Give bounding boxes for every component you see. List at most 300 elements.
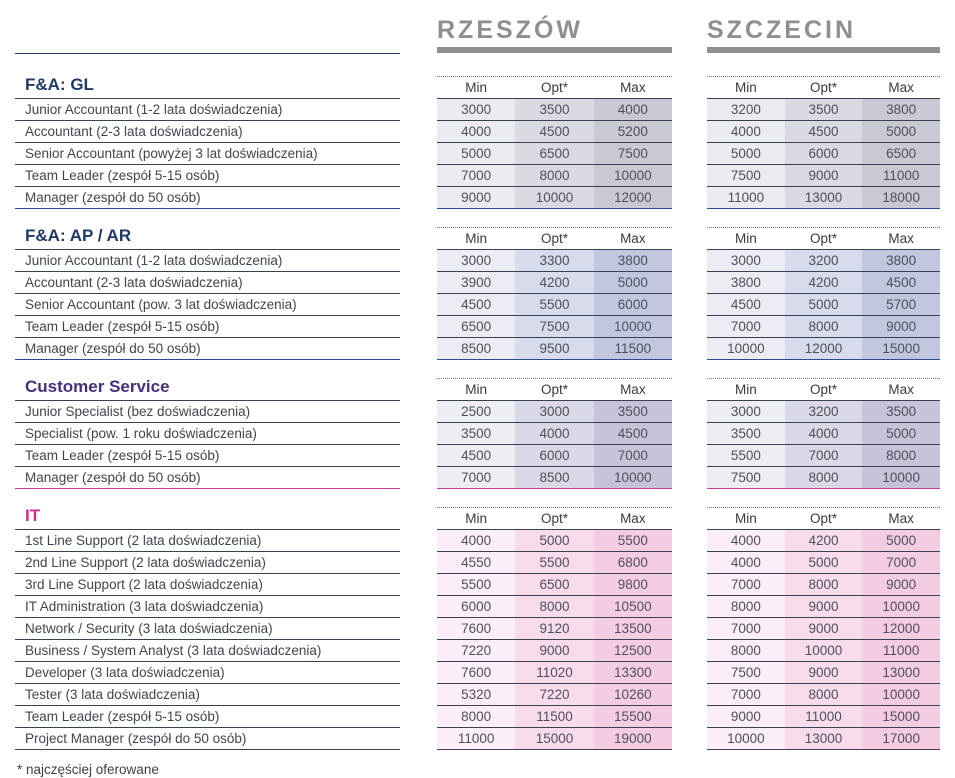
rzeszow-salary-cells xyxy=(437,316,672,338)
city-block-rzeszow xyxy=(437,16,672,53)
job-title-label: Senior Accountant (pow. 3 lat doświadczenia) xyxy=(15,294,400,316)
salary-cell-max: 13300 xyxy=(594,662,672,684)
column-header: Min xyxy=(465,511,488,526)
job-title-label: Accountant (2-3 lata doświadczenia) xyxy=(15,272,400,294)
szczecin-salary-cells xyxy=(707,574,940,596)
salary-cell-max: 4500 xyxy=(862,272,940,294)
job-title-label: Project Manager (zespół do 50 osób) xyxy=(15,728,400,750)
salary-cell-opt: 5500 xyxy=(515,294,593,316)
salary-cell-opt: 8000 xyxy=(515,596,593,618)
salary-cell-min: 7000 xyxy=(707,574,785,596)
column-header: Opt* xyxy=(540,231,568,246)
salary-cell-opt: 8000 xyxy=(785,684,863,706)
job-title-label: Team Leader (zespół 5-15 osób) xyxy=(15,706,400,728)
rzeszow-salary-cells xyxy=(437,706,672,728)
salary-cell-min: 8000 xyxy=(437,706,515,728)
column-header: Min xyxy=(734,511,757,526)
rzeszow-salary-cells xyxy=(437,99,672,121)
salary-cell-opt: 4000 xyxy=(515,423,593,445)
table-row xyxy=(15,552,940,574)
job-title-label: Senior Accountant (powyżej 3 lat doświadczenia) xyxy=(15,143,400,165)
rzeszow-salary-cells xyxy=(437,250,672,272)
salary-cell-min: 9000 xyxy=(707,706,785,728)
column-gap xyxy=(672,530,707,552)
section xyxy=(15,209,940,360)
salary-cell-min: 7600 xyxy=(437,662,515,684)
column-gap xyxy=(672,250,707,272)
salary-cell-min: 7500 xyxy=(707,467,785,489)
column-gap xyxy=(672,596,707,618)
salary-cell-max: 17000 xyxy=(862,728,940,750)
salary-cell-min: 10000 xyxy=(707,338,785,360)
salary-cell-min: 7000 xyxy=(707,684,785,706)
rzeszow-salary-cells xyxy=(437,596,672,618)
job-title-label: Manager (zespół do 50 osób) xyxy=(15,187,400,209)
salary-cell-max: 9000 xyxy=(862,316,940,338)
salary-cell-opt: 9000 xyxy=(785,662,863,684)
table-row xyxy=(15,294,940,316)
szczecin-salary-cells xyxy=(707,272,940,294)
column-gap xyxy=(672,640,707,662)
job-title-label: Team Leader (zespół 5-15 osób) xyxy=(15,445,400,467)
salary-cell-min: 3200 xyxy=(707,99,785,121)
salary-cell-max: 19000 xyxy=(594,728,672,750)
salary-cell-min: 4000 xyxy=(707,552,785,574)
column-header: Opt* xyxy=(810,511,838,526)
szczecin-column-headers xyxy=(707,378,940,401)
salary-cell-min: 4000 xyxy=(707,530,785,552)
salary-cell-opt: 3500 xyxy=(785,99,863,121)
column-gap xyxy=(672,121,707,143)
salary-cell-max: 3800 xyxy=(594,250,672,272)
column-header: Max xyxy=(620,80,646,95)
column-gap xyxy=(400,401,437,423)
szczecin-salary-cells xyxy=(707,294,940,316)
column-gap xyxy=(672,706,707,728)
salary-cell-min: 7220 xyxy=(437,640,515,662)
salary-cell-max: 12000 xyxy=(862,618,940,640)
salary-cell-max: 12000 xyxy=(594,187,672,209)
job-title-label: 1st Line Support (2 lata doświadczenia) xyxy=(15,530,400,552)
column-gap xyxy=(400,423,437,445)
salary-cell-min: 7000 xyxy=(707,618,785,640)
salary-cell-opt: 9000 xyxy=(785,165,863,187)
job-title-label: 3rd Line Support (2 lata doświadczenia) xyxy=(15,574,400,596)
salary-cell-max: 6000 xyxy=(594,294,672,316)
job-title-label: 2nd Line Support (2 lata doświadczenia) xyxy=(15,552,400,574)
city-title-underline xyxy=(707,47,940,53)
table-row xyxy=(15,574,940,596)
column-gap xyxy=(400,316,437,338)
szczecin-column-headers xyxy=(707,76,940,99)
szczecin-salary-cells xyxy=(707,165,940,187)
job-title-label: Accountant (2-3 lata doświadczenia) xyxy=(15,121,400,143)
column-gap xyxy=(400,640,437,662)
column-header: Max xyxy=(620,231,646,246)
salary-cell-opt: 10000 xyxy=(785,640,863,662)
salary-cell-min: 5000 xyxy=(707,143,785,165)
column-gap xyxy=(400,618,437,640)
section xyxy=(15,53,940,209)
salary-cell-opt: 3300 xyxy=(515,250,593,272)
job-title-label: Business / System Analyst (3 lata doświadczenia) xyxy=(15,640,400,662)
column-header: Min xyxy=(465,231,488,246)
salary-cell-min: 10000 xyxy=(707,728,785,750)
salary-cell-min: 8000 xyxy=(707,640,785,662)
city-title-underline xyxy=(437,47,672,53)
salary-cell-max: 15000 xyxy=(862,706,940,728)
column-gap xyxy=(672,552,707,574)
column-header: Opt* xyxy=(540,80,568,95)
szczecin-salary-cells xyxy=(707,662,940,684)
szczecin-salary-cells xyxy=(707,684,940,706)
rzeszow-salary-cells xyxy=(437,272,672,294)
section-title: Customer Service xyxy=(25,377,170,396)
salary-cell-min: 6000 xyxy=(437,596,515,618)
salary-cell-max: 3500 xyxy=(594,401,672,423)
column-gap xyxy=(672,316,707,338)
salary-cell-max: 9800 xyxy=(594,574,672,596)
column-header: Min xyxy=(734,231,757,246)
section-title: F&A: AP / AR xyxy=(25,226,132,245)
rzeszow-salary-cells xyxy=(437,552,672,574)
column-gap xyxy=(400,728,437,750)
table-row xyxy=(15,530,940,552)
salary-cell-max: 15500 xyxy=(594,706,672,728)
column-header: Opt* xyxy=(540,382,568,397)
column-header: Min xyxy=(734,382,757,397)
salary-cell-min: 4000 xyxy=(437,530,515,552)
rzeszow-column-headers xyxy=(437,378,672,401)
column-header: Min xyxy=(734,80,757,95)
salary-cell-min: 5500 xyxy=(437,574,515,596)
salary-cell-opt: 5500 xyxy=(515,552,593,574)
salary-cell-min: 7000 xyxy=(707,316,785,338)
salary-cell-min: 3000 xyxy=(707,250,785,272)
salary-cell-max: 13500 xyxy=(594,618,672,640)
szczecin-salary-cells xyxy=(707,187,940,209)
rzeszow-column-headers xyxy=(437,76,672,99)
city-block-szczecin xyxy=(707,16,940,53)
table-row xyxy=(15,596,940,618)
salary-cell-opt: 8500 xyxy=(515,467,593,489)
job-title-label: Manager (zespół do 50 osób) xyxy=(15,467,400,489)
szczecin-salary-cells xyxy=(707,250,940,272)
salary-cell-max: 5000 xyxy=(862,423,940,445)
column-header: Opt* xyxy=(810,231,838,246)
column-gap xyxy=(672,445,707,467)
salary-cell-min: 7500 xyxy=(707,662,785,684)
salary-cell-max: 5700 xyxy=(862,294,940,316)
table-row xyxy=(15,728,940,750)
column-header: Max xyxy=(888,80,914,95)
section-title: F&A: GL xyxy=(25,75,94,94)
salary-cell-max: 6500 xyxy=(862,143,940,165)
column-gap xyxy=(400,706,437,728)
rzeszow-salary-cells xyxy=(437,574,672,596)
column-header: Max xyxy=(888,231,914,246)
column-gap xyxy=(400,187,437,209)
salary-cell-min: 11000 xyxy=(437,728,515,750)
column-header: Max xyxy=(888,511,914,526)
szczecin-column-headers xyxy=(707,507,940,530)
column-gap xyxy=(400,445,437,467)
szczecin-salary-cells xyxy=(707,618,940,640)
rzeszow-salary-cells xyxy=(437,165,672,187)
column-gap xyxy=(672,143,707,165)
section-title-cell xyxy=(15,209,400,250)
rzeszow-salary-cells xyxy=(437,143,672,165)
salary-cell-min: 5500 xyxy=(707,445,785,467)
salary-cell-opt: 5000 xyxy=(785,552,863,574)
column-gap xyxy=(400,250,437,272)
salary-cell-max: 3500 xyxy=(862,401,940,423)
szczecin-salary-cells xyxy=(707,552,940,574)
salary-cell-max: 7000 xyxy=(594,445,672,467)
section-title-cell xyxy=(15,489,400,530)
column-gap xyxy=(672,684,707,706)
salary-cell-opt: 12000 xyxy=(785,338,863,360)
salary-cell-opt: 9120 xyxy=(515,618,593,640)
column-gap xyxy=(672,728,707,750)
column-header: Min xyxy=(465,80,488,95)
column-gap xyxy=(400,684,437,706)
city-title-rzeszow: RZESZÓW xyxy=(437,16,583,44)
column-gap xyxy=(400,596,437,618)
table-row xyxy=(15,316,940,338)
salary-cell-min: 6500 xyxy=(437,316,515,338)
column-gap xyxy=(400,467,437,489)
salary-cell-min: 4000 xyxy=(707,121,785,143)
salary-cell-max: 3800 xyxy=(862,250,940,272)
section-title-cell xyxy=(15,360,400,401)
section-header-row xyxy=(15,360,940,401)
salary-cell-opt: 13000 xyxy=(785,187,863,209)
salary-cell-opt: 7500 xyxy=(515,316,593,338)
column-header: Opt* xyxy=(540,511,568,526)
rzeszow-salary-cells xyxy=(437,640,672,662)
szczecin-salary-cells xyxy=(707,596,940,618)
salary-cell-min: 5000 xyxy=(437,143,515,165)
column-gap xyxy=(672,338,707,360)
salary-cell-min: 9000 xyxy=(437,187,515,209)
table-row xyxy=(15,445,940,467)
salary-cell-max: 11000 xyxy=(862,640,940,662)
column-gap xyxy=(400,99,437,121)
column-gap xyxy=(400,530,437,552)
salary-cell-max: 10000 xyxy=(862,467,940,489)
szczecin-salary-cells xyxy=(707,445,940,467)
rzeszow-salary-cells xyxy=(437,530,672,552)
salary-cell-opt: 8000 xyxy=(785,574,863,596)
job-title-label: Manager (zespół do 50 osób) xyxy=(15,338,400,360)
salary-cell-max: 15000 xyxy=(862,338,940,360)
salary-cell-max: 5500 xyxy=(594,530,672,552)
szczecin-salary-cells xyxy=(707,728,940,750)
salary-cell-min: 4500 xyxy=(707,294,785,316)
rzeszow-column-headers xyxy=(437,227,672,250)
salary-cell-opt: 4500 xyxy=(785,121,863,143)
job-title-label: Tester (3 lata doświadczenia) xyxy=(15,684,400,706)
szczecin-column-headers xyxy=(707,227,940,250)
szczecin-salary-cells xyxy=(707,316,940,338)
rzeszow-salary-cells xyxy=(437,618,672,640)
salary-cell-min: 4550 xyxy=(437,552,515,574)
salary-cell-max: 3800 xyxy=(862,99,940,121)
salary-cell-min: 3000 xyxy=(437,99,515,121)
table-row xyxy=(15,423,940,445)
job-title-label: Junior Specialist (bez doświadczenia) xyxy=(15,401,400,423)
salary-cell-min: 3000 xyxy=(437,250,515,272)
salary-cell-opt: 4000 xyxy=(785,423,863,445)
rzeszow-salary-cells xyxy=(437,684,672,706)
salary-cell-max: 7000 xyxy=(862,552,940,574)
salary-cell-opt: 9500 xyxy=(515,338,593,360)
column-header: Max xyxy=(620,382,646,397)
section-header-row xyxy=(15,209,940,250)
salary-cell-max: 10000 xyxy=(594,165,672,187)
salary-cell-opt: 4200 xyxy=(785,272,863,294)
salary-cell-opt: 6500 xyxy=(515,574,593,596)
salary-cell-min: 3500 xyxy=(707,423,785,445)
column-gap xyxy=(672,294,707,316)
salary-cell-opt: 4200 xyxy=(515,272,593,294)
salary-cell-max: 11000 xyxy=(862,165,940,187)
salary-cell-max: 12500 xyxy=(594,640,672,662)
szczecin-salary-cells xyxy=(707,143,940,165)
salary-cell-max: 5000 xyxy=(594,272,672,294)
table-row xyxy=(15,662,940,684)
table-row xyxy=(15,187,940,209)
rzeszow-salary-cells xyxy=(437,728,672,750)
szczecin-salary-cells xyxy=(707,530,940,552)
salary-cell-opt: 15000 xyxy=(515,728,593,750)
salary-cell-opt: 6000 xyxy=(785,143,863,165)
salary-cell-min: 7000 xyxy=(437,165,515,187)
table-row xyxy=(15,272,940,294)
salary-cell-min: 4500 xyxy=(437,445,515,467)
salary-cell-opt: 9000 xyxy=(785,618,863,640)
sections xyxy=(15,53,940,750)
city-title-szczecin: SZCZECIN xyxy=(707,16,856,44)
salary-cell-min: 2500 xyxy=(437,401,515,423)
column-gap xyxy=(400,272,437,294)
salary-cell-opt: 11000 xyxy=(785,706,863,728)
salary-cell-min: 8000 xyxy=(707,596,785,618)
column-gap xyxy=(672,423,707,445)
salary-cell-max: 13000 xyxy=(862,662,940,684)
section-header-row xyxy=(15,53,940,99)
table-row xyxy=(15,401,940,423)
table-row xyxy=(15,143,940,165)
salary-cell-max: 10000 xyxy=(594,467,672,489)
salary-cell-opt: 4500 xyxy=(515,121,593,143)
salary-cell-opt: 7220 xyxy=(515,684,593,706)
szczecin-salary-cells xyxy=(707,706,940,728)
column-gap xyxy=(400,552,437,574)
szczecin-salary-cells xyxy=(707,121,940,143)
table-row xyxy=(15,706,940,728)
salary-cell-opt: 3200 xyxy=(785,250,863,272)
column-gap xyxy=(672,618,707,640)
rzeszow-salary-cells xyxy=(437,121,672,143)
rzeszow-salary-cells xyxy=(437,662,672,684)
table-row xyxy=(15,338,940,360)
salary-cell-max: 5200 xyxy=(594,121,672,143)
table-row xyxy=(15,684,940,706)
section xyxy=(15,360,940,489)
rzeszow-salary-cells xyxy=(437,294,672,316)
rzeszow-salary-cells xyxy=(437,338,672,360)
salary-cell-opt: 5000 xyxy=(515,530,593,552)
salary-cell-max: 7500 xyxy=(594,143,672,165)
salary-cell-max: 10000 xyxy=(862,684,940,706)
table-row xyxy=(15,250,940,272)
salary-cell-opt: 6500 xyxy=(515,143,593,165)
salary-cell-opt: 11500 xyxy=(515,706,593,728)
city-header-spacer xyxy=(15,16,437,53)
salary-cell-min: 3500 xyxy=(437,423,515,445)
salary-cell-opt: 13000 xyxy=(785,728,863,750)
salary-cell-max: 5000 xyxy=(862,530,940,552)
salary-cell-min: 11000 xyxy=(707,187,785,209)
salary-cell-opt: 3200 xyxy=(785,401,863,423)
table-row xyxy=(15,640,940,662)
table-row xyxy=(15,99,940,121)
section-title-cell xyxy=(15,53,400,99)
szczecin-salary-cells xyxy=(707,640,940,662)
section-rows xyxy=(15,401,940,489)
column-header: Min xyxy=(465,382,488,397)
column-gap xyxy=(400,662,437,684)
job-title-label: Network / Security (3 lata doświadczenia) xyxy=(15,618,400,640)
table-row xyxy=(15,121,940,143)
job-title-label: Specialist (pow. 1 roku doświadczenia) xyxy=(15,423,400,445)
salary-cell-max: 8000 xyxy=(862,445,940,467)
salary-cell-min: 7000 xyxy=(437,467,515,489)
rzeszow-salary-cells xyxy=(437,187,672,209)
salary-cell-opt: 8000 xyxy=(785,316,863,338)
salary-cell-opt: 5000 xyxy=(785,294,863,316)
column-header: Opt* xyxy=(810,80,838,95)
salary-cell-min: 4500 xyxy=(437,294,515,316)
salary-cell-max: 10500 xyxy=(594,596,672,618)
salary-cell-opt: 10000 xyxy=(515,187,593,209)
section xyxy=(15,489,940,750)
column-gap xyxy=(400,574,437,596)
job-title-label: Developer (3 lata doświadczenia) xyxy=(15,662,400,684)
salary-cell-max: 10000 xyxy=(594,316,672,338)
job-title-label: Junior Accountant (1-2 lata doświadczenia) xyxy=(15,99,400,121)
rzeszow-salary-cells xyxy=(437,401,672,423)
column-gap xyxy=(400,121,437,143)
salary-cell-max: 10260 xyxy=(594,684,672,706)
szczecin-salary-cells xyxy=(707,99,940,121)
salary-cell-min: 3800 xyxy=(707,272,785,294)
column-gap xyxy=(672,272,707,294)
rzeszow-salary-cells xyxy=(437,445,672,467)
szczecin-salary-cells xyxy=(707,467,940,489)
job-title-label: Team Leader (zespół 5-15 osób) xyxy=(15,316,400,338)
salary-cell-opt: 8000 xyxy=(785,467,863,489)
salary-cell-opt: 9000 xyxy=(515,640,593,662)
salary-cell-opt: 4200 xyxy=(785,530,863,552)
salary-cell-min: 5320 xyxy=(437,684,515,706)
salary-cell-max: 11500 xyxy=(594,338,672,360)
salary-cell-min: 7500 xyxy=(707,165,785,187)
column-gap xyxy=(400,338,437,360)
column-gap xyxy=(400,165,437,187)
